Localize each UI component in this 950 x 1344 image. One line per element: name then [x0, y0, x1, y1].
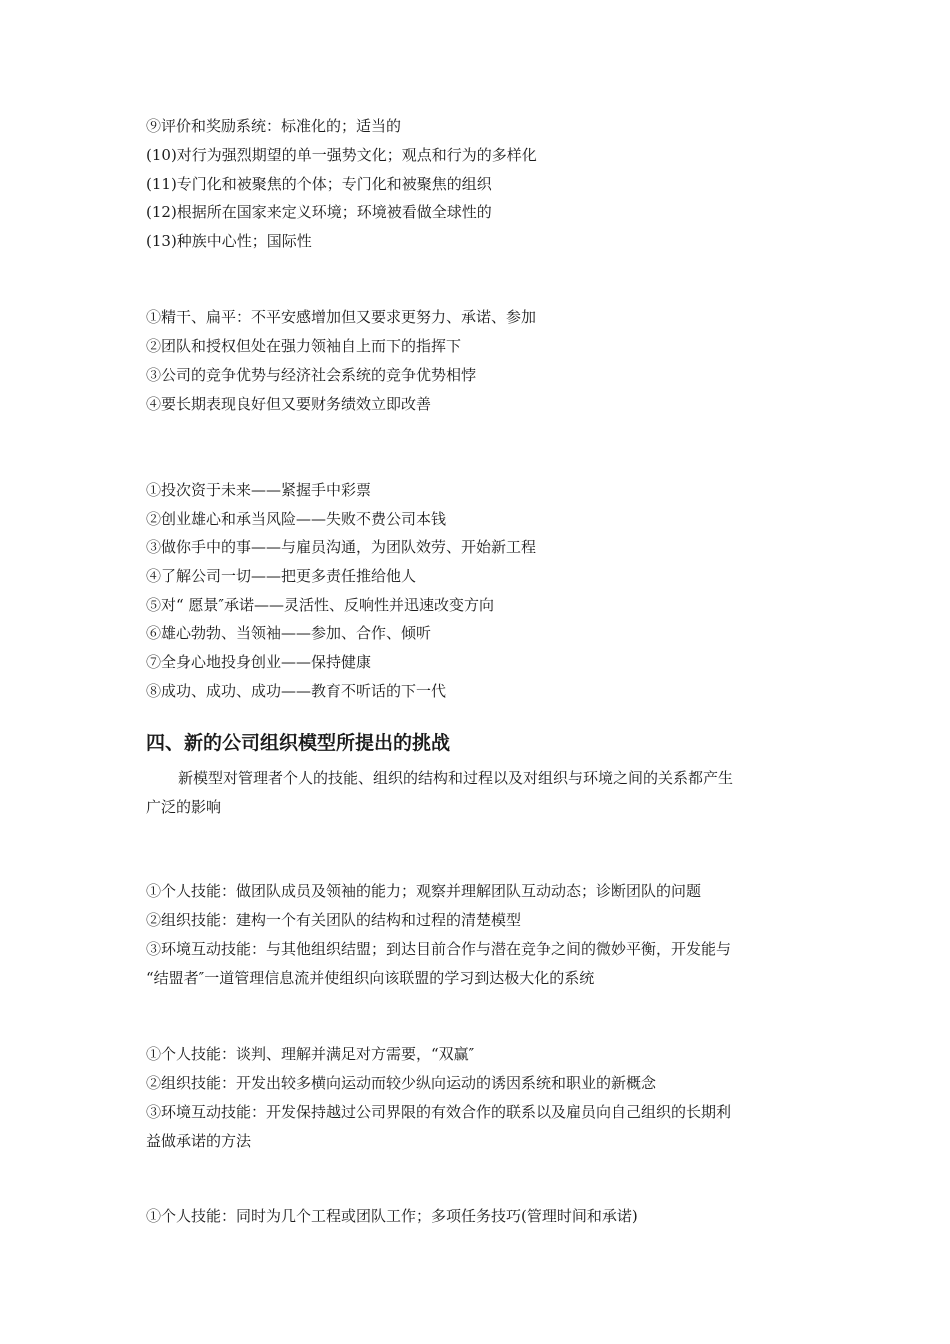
list-item: ④要长期表现良好但又要财务绩效立即改善	[146, 395, 432, 413]
section-heading: 四、新的公司组织模型所提出的挑战	[146, 732, 451, 754]
list-item: ③公司的竞争优势与经济社会系统的竞争优势相悖	[146, 366, 477, 384]
list-item: ②团队和授权但处在强力领袖自上而下的指挥下	[146, 337, 462, 355]
list-item: ②组织技能：开发出较多横向运动而较少纵向运动的诱因系统和职业的新概念	[146, 1074, 657, 1092]
list-item: ②创业雄心和承当风险——失败不费公司本钱	[146, 510, 447, 528]
list-item: 益做承诺的方法	[146, 1132, 252, 1150]
list-item: ①个人技能：做团队成员及领袖的能力；观察并理解团队互动动态；诊断团队的问题	[146, 882, 702, 900]
list-item: ⑤对“ 愿景″承诺——灵活性、反响性并迅速改变方向	[146, 596, 495, 614]
list-item: ②组织技能：建构一个有关团队的结构和过程的清楚模型	[146, 911, 522, 929]
list-item: ④了解公司一切——把更多责任推给他人	[146, 567, 417, 585]
list-item: ①投次资于未来——紧握手中彩票	[146, 481, 372, 499]
list-item: ①个人技能：同时为几个工程或团队工作；多项任务技巧(管理时间和承诺)	[146, 1207, 638, 1225]
list-item: (10)对行为强烈期望的单一强势文化；观点和行为的多样化	[146, 146, 537, 164]
list-item: (11)专门化和被聚焦的个体；专门化和被聚焦的组织	[146, 175, 492, 193]
list-item: ③环境互动技能：与其他组织结盟；到达目前合作与潜在竞争之间的微妙平衡，开发能与	[146, 940, 732, 958]
list-item: (13)种族中心性；国际性	[146, 232, 312, 250]
list-item: ⑨评价和奖励系统：标准化的；适当的	[146, 117, 402, 135]
list-item: ⑦全身心地投身创业——保持健康	[146, 653, 372, 671]
list-item: (12)根据所在国家来定义环境；环境被看做全球性的	[146, 203, 492, 221]
list-item: ③做你手中的事——与雇员沟通，为团队效劳、开始新工程	[146, 538, 537, 556]
list-item: ⑥雄心勃勃、当领袖——参加、合作、倾听	[146, 624, 432, 642]
list-item: ⑧成功、成功、成功——教育不听话的下一代	[146, 682, 447, 700]
paragraph-line: 广泛的影响	[146, 798, 222, 816]
list-item: “结盟者″一道管理信息流并使组织向该联盟的学习到达极大化的系统	[146, 969, 595, 987]
list-item: ①精干、扁平：不平安感增加但又要求更努力、承诺、参加	[146, 308, 537, 326]
list-item: ③环境互动技能：开发保持越过公司界限的有效合作的联系以及雇员向自己组织的长期利	[146, 1103, 732, 1121]
paragraph-line: 新模型对管理者个人的技能、组织的结构和过程以及对组织与环境之间的关系都产生	[178, 769, 734, 787]
list-item: ①个人技能：谈判、理解并满足对方需要，“双赢″	[146, 1045, 475, 1063]
